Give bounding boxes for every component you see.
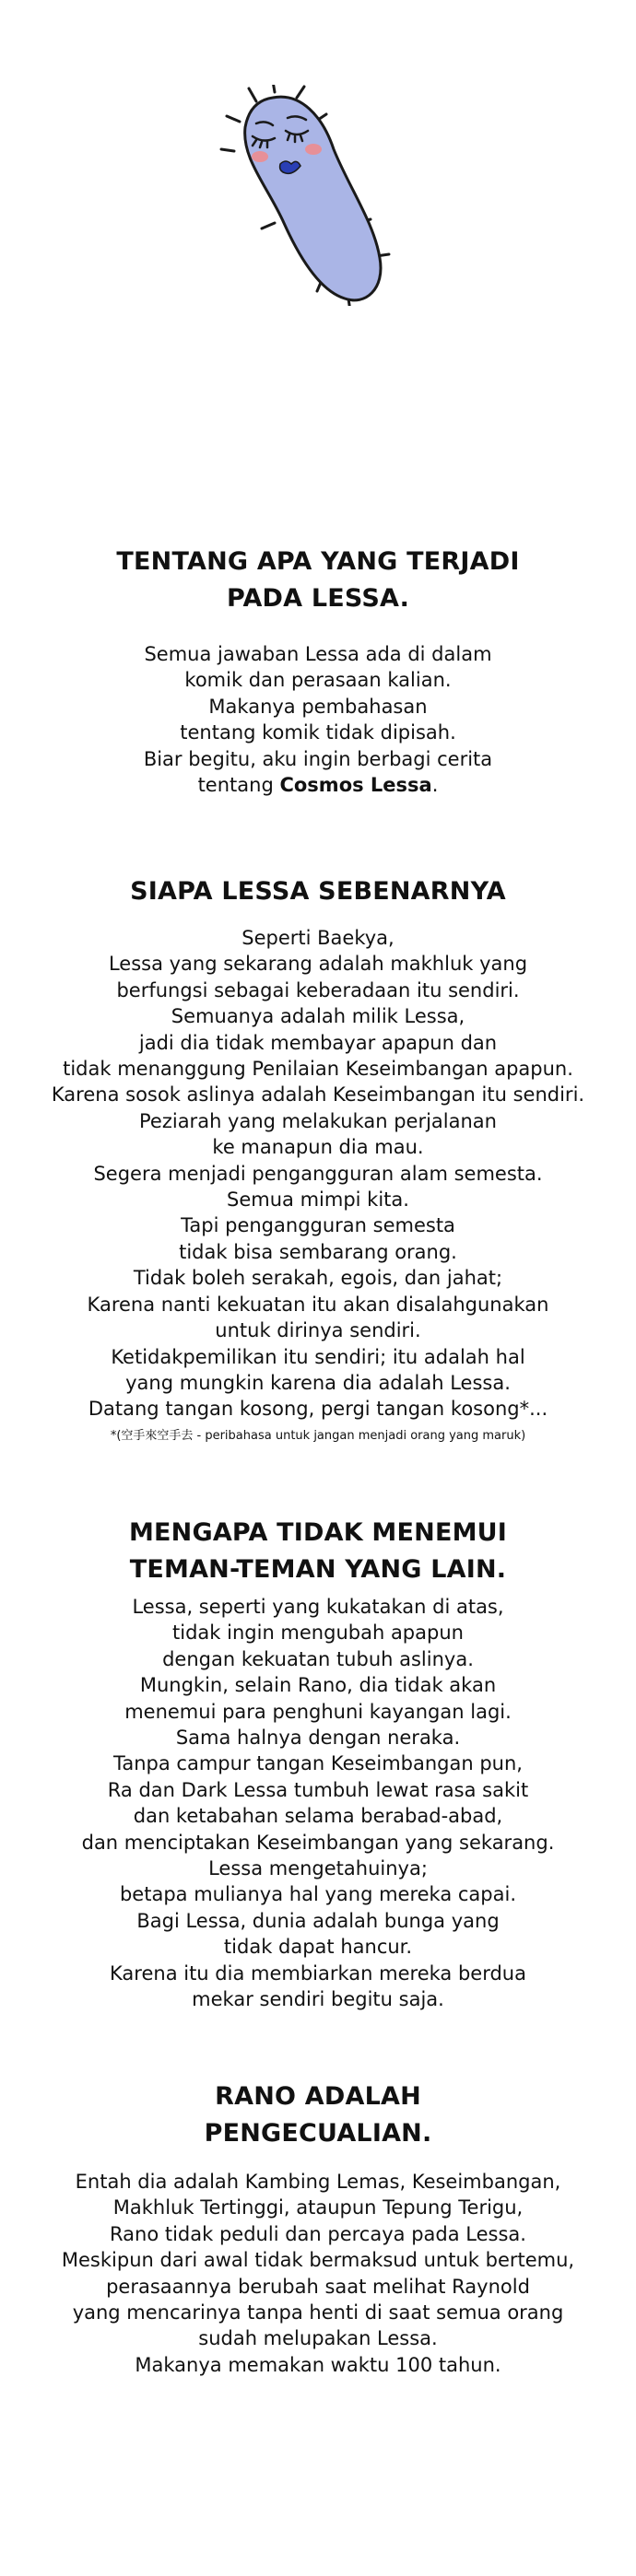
body-line: Tanpa campur tangan Keseimbangan pun, [113,1752,523,1775]
body-line: yang mencarinya tanpa henti di saat semua orang [72,2301,564,2324]
body-line: Seperti Baekya, [241,927,395,949]
body-line: ke manapun dia mau. [212,1136,424,1159]
section-who-is-lessa [18,873,618,1445]
heading-line: TENTANG APA YANG TERJADI [116,547,520,576]
body-line: tidak ingin mengubah apapun [172,1622,464,1645]
body-line: Lessa yang sekarang adalah makhluk yang [108,953,528,976]
body-line: dan menciptakan Keseimbangan yang sekarang. [81,1831,555,1854]
body-line: Tapi pengangguran semesta [181,1214,455,1237]
section-heading [18,544,618,617]
body-line: perasaannya berubah saat melihat Raynold [106,2275,530,2298]
heading-line: SIAPA LESSA SEBENARNYA [130,877,506,906]
heading-line: PENGECUALIAN. [204,2119,432,2148]
body-line: Datang tangan kosong, pergi tangan kosong*... [88,1398,548,1421]
body-line: Rano tidak peduli dan percaya pada Lessa. [110,2222,526,2245]
body-line: dan ketabahan selama berabad-abad, [133,1805,503,1828]
body-line: Bagi Lessa, dunia adalah bunga yang [136,1909,500,1932]
heading-line: TEMAN-TEMAN YANG LAIN. [129,1555,507,1584]
body-line: komik dan perasaan kalian. [184,669,452,692]
section-heading [18,2078,618,2152]
body-line: betapa mulianya hal yang mereka capai. [119,1883,517,1906]
body-line: jadi dia tidak membayar apapun dan [138,1031,498,1054]
section-body [18,925,618,1423]
section-why-not-meet-friends [18,1515,618,2013]
body-line: menemui para penghuni kayangan lagi. [124,1700,512,1723]
section-body [18,2169,618,2378]
section-what-happened [18,544,618,798]
heading-line: MENGAPA TIDAK MENEMUI [128,1518,508,1547]
body-line: Ra dan Dark Lessa tumbuh lewat rasa sakit [107,1778,529,1801]
lessa-character-icon [219,85,404,306]
body-line: Karena nanti kekuatan itu akan disalahgunakan [87,1293,549,1316]
section-body [18,1594,618,2013]
section-heading [18,1515,618,1588]
body-line: Semua mimpi kita. [227,1188,409,1212]
body-line: Meskipun dari awal tidak bermaksud untuk bertemu, [61,2249,575,2272]
body-line: sudah melupakan Lessa. [198,2327,438,2350]
body-line: Ketidakpemilikan itu sendiri; itu adalah hal [111,1345,525,1368]
body-line: Mungkin, selain Rano, dia tidak akan [139,1674,497,1697]
body-line: Karena sosok aslinya adalah Keseimbangan itu sendiri. [51,1083,585,1107]
body-line: Makanya pembahasan [208,695,428,718]
footnote: *(空手來空手去 - peribahasa untuk jangan menjadi orang yang maruk) [110,1428,526,1443]
body-line: Karena itu dia membiarkan mereka berdua [110,1961,526,1985]
body-text: tentang [197,774,280,797]
body-line [18,772,618,798]
body-line: Tidak boleh serakah, egois, dan jahat; [133,1267,503,1290]
body-line: dengan kekuatan tubuh aslinya. [162,1647,474,1670]
body-line: tidak dapat hancur. [223,1936,413,1959]
body-line: Peziarah yang melakukan perjalanan [139,1109,497,1132]
body-line: untuk dirinya sendiri. [215,1319,421,1342]
body-line: Lessa, seperti yang kukatakan di atas, [132,1596,504,1618]
body-line: Makanya memakan waktu 100 tahun. [135,2353,501,2376]
body-line: Segera menjadi pengangguran alam semesta. [93,1162,543,1185]
body-line: yang mungkin karena dia adalah Lessa. [125,1371,511,1394]
body-line: Lessa mengetahuinya; [208,1857,428,1880]
body-line: Semua jawaban Lessa ada di dalam [144,643,492,665]
body-line: tentang komik tidak dipisah. [180,721,456,744]
section-body [18,641,618,798]
body-line: Semuanya adalah milik Lessa, [171,1005,465,1028]
body-line: tidak bisa sembarang orang. [179,1240,457,1263]
body-line: berfungsi sebagai keberadaan itu sendiri. [116,978,520,1001]
body-line: Makhluk Tertinggi, ataupun Tepung Terigu, [112,2196,524,2219]
body-line: Biar begitu, aku ingin berbagi cerita [143,747,493,770]
body-line: Sama halnya dengan neraka. [175,1727,461,1750]
body-line: tidak menanggung Penilaian Keseimbangan apapun. [63,1058,573,1081]
body-text: . [431,774,439,797]
body-line: Entah dia adalah Kambing Lemas, Keseimbangan, [75,2171,561,2193]
heading-line: PADA LESSA. [226,584,410,613]
body-line: mekar sendiri begitu saja. [192,1988,444,2011]
section-rano-exception [18,2078,618,2378]
section-heading [18,873,618,910]
heading-line: RANO ADALAH [215,2082,421,2111]
body-bold-text: Cosmos Lessa [279,774,432,797]
